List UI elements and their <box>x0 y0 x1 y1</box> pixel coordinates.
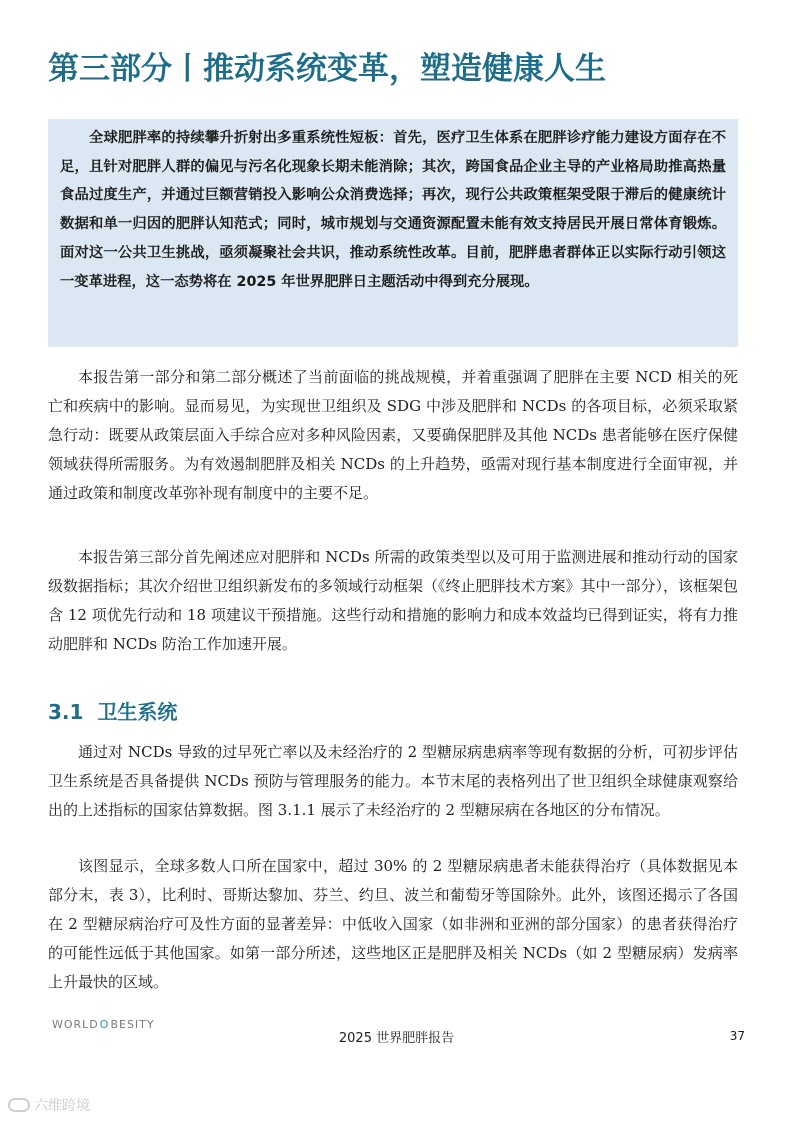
section-number: 3.1 <box>48 700 84 724</box>
logo-mark: O <box>99 1018 110 1031</box>
page-title: 第三部分丨推动系统变革，塑造健康人生 <box>48 51 606 87</box>
page-number: 37 <box>729 1029 745 1043</box>
footer-report-title: 2025 世界肥胖报告 <box>338 1031 455 1046</box>
body-paragraph-1: 本报告第一部分和第二部分概述了当前面临的挑战规模，并着重强调了肥胖在主要 NCD 相关的死亡和疾病中的影响。显而易见，为实现世卫组织及 SDG 中涉及肥胖和 NCDs 的各项目标，必须采取紧急行动：既要从政策层面入手综合应对多种风险因素，又要确保肥胖及其他 NCDs 患者能够在医疗保健领域获得所需服务。为有效遏制肥胖及相关 NCDs 的上升趋势，亟需对现行基本制度进行全面审视，并通过政策和制度改革弥补现有制度中的主要不足。 <box>48 368 738 502</box>
body-paragraph-2: 本报告第三部分首先阐述应对肥胖和 NCDs 所需的政策类型以及可用于监测进展和推动行动的国家级数据指标；其次介绍世卫组织新发布的多领域行动框架（《终止肥胖技术方案》其中一部分），该框架包含 12 项优先行动和 18 项建议干预措施。这些行动和措施的影响力和成本效益均已得到证实，将有力推动肥胖和 NCDs 防治工作加速开展。 <box>48 548 739 653</box>
watermark-icon <box>8 1098 30 1112</box>
summary-box <box>48 119 738 347</box>
section-title: 卫生系统 <box>97 700 178 724</box>
watermark <box>8 1095 90 1115</box>
watermark-text: 六维跨境 <box>34 1098 90 1114</box>
body-paragraph-3: 通过对 NCDs 导致的过早死亡率以及未经治疗的 2 型糖尿病患病率等现有数据的分析，可初步评估卫生系统是否具备提供 NCDs 预防与管理服务的能力。本节末尾的表格列出了世卫组织全球健康观察给出的上述指标的国家估算数据。图 3.1.1 展示了未经治疗的 2 型糖尿病在各地区的分布情况。 <box>48 743 738 819</box>
body-paragraph-4: 该图显示，全球多数人口所在国家中，超过 30% 的 2 型糖尿病患者未能获得治疗（具体数据见本部分末，表 3），比利时、哥斯达黎加、芬兰、约旦、波兰和葡萄牙等国除外。此外，该图还揭示了各国在 2 型糖尿病治疗可及性方面的显著差异：中低收入国家（如非洲和亚洲的部分国家）的患者获得治疗的可能性远低于其他国家。如第一部分所述，这些地区正是肥胖及相关 NCDs（如 2 型糖尿病）发病率上升最快的区域。 <box>48 857 738 991</box>
logo-text-left: WORLD <box>52 1018 99 1031</box>
summary-text: 全球肥胖率的持续攀升折射出多重系统性短板：首先，医疗卫生体系在肥胖诊疗能力建设方面存在不足，且针对肥胖人群的偏见与污名化现象长期未能消除；其次，跨国食品企业主导的产业格局助推高热量食品过度生产，并通过巨额营销投入影响公众消费选择；再次，现行公共政策框架受限于滞后的健康统计数据和单一归因的肥胖认知范式；同时，城市规划与交通资源配置未能有效支持居民开展日常体育锻炼。面对这一公共卫生挑战，亟须凝聚社会共识，推动系统性改革。目前，肥胖患者群体正以实际行动引领这一变革进程，这一态势将在 2025 年世界肥胖日主题活动中得到充分展现。 <box>60 130 726 290</box>
logo-text-right: BESITY <box>110 1018 155 1031</box>
section-heading <box>48 697 177 727</box>
